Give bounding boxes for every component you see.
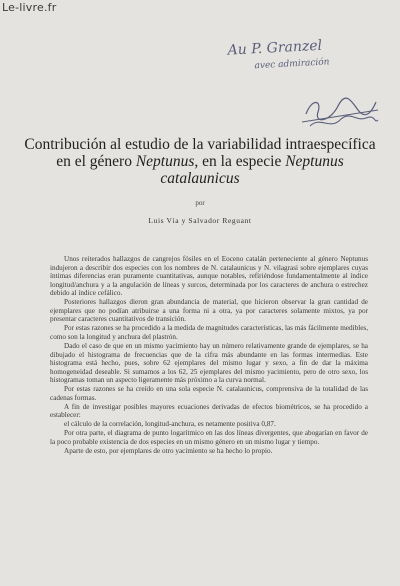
paragraph: Por estas razones se ha procedido a la medida de magnitudes características, las más fácilmente medibles, como son la longitud y anchura del plastrón. <box>50 324 368 341</box>
dedication-line-1: Au P. Granzel <box>227 37 323 59</box>
paragraph: Por estas razones se ha creído en una sola especie N. catalaunicus, comprensiva de la totalidad de las cadenas formas. <box>50 385 368 402</box>
paragraph: Aparte de esto, por ejemplares de otro yacimiento se ha hecho lo propio. <box>64 447 273 456</box>
dedication-line-2: avec admiración <box>254 57 330 72</box>
handwritten-signature <box>300 92 380 134</box>
article-title <box>20 136 380 187</box>
paragraph: Posteriores hallazgos dieron gran abundancia de material, que hicieron observar la gran cantidad de ejemplares que no podían atribuirse a una forma ni a otra, ya por caracteres solamente mixtos, ya por presentar caracteres cuantitativos de transición. <box>50 298 368 324</box>
paragraph: Dado el caso de que en un mismo yacimiento hay un número relativamente grande de ejemplares, se ha dibujado el histograma de frecuencias que de la cifra más abundante en las formas intermedias. Este histograma está hecho, pues, sobre 62 ejemplares del mismo lugar y sexo, a fin de dar la máxima homogeneidad deseable. Si sumamos a los 62, 25 ejemplares del mismo yacimiento, pero de otro sexo, los histogramas toman un aspecto ligeramente más próximo a la curva normal. <box>50 341 368 385</box>
title-part-1: Contribución al estudio de la variabilidad intraespecífica en el género <box>24 136 376 170</box>
handwritten-dedication <box>227 37 329 72</box>
paragraph: el cálculo de la correlación, longitud-anchura, es netamente positiva 0,87. <box>64 420 276 429</box>
title-species: Neptunus catalaunicus <box>160 153 344 187</box>
title-part-2: , en la especie <box>194 153 286 170</box>
byline-por: por <box>195 199 205 207</box>
title-genus: Neptunus <box>135 153 195 170</box>
authors: Luis Vía y Salvador Reguant <box>148 216 252 225</box>
watermark: Le-livre.fr <box>2 1 57 14</box>
article-body <box>50 255 368 456</box>
paragraph: Por otra parte, el diagrama de punto logarítmico en las dos líneas divergentes, que abogarían en favor de la poco probable existencia de dos especies en un mismo género en un mismo lugar y tiempo. <box>50 429 368 446</box>
paragraph: A fin de investigar posibles mayores ecuaciones derivadas de efectos biométricos, se ha procedido a establecer: <box>50 402 368 420</box>
paragraph: Unos reiterados hallazgos de cangrejos fósiles en el Eoceno catalán perteneciente al género Neptunus indujeron a describir dos especies con los nombres de N. catalaunicus y N. vilagrasi sobre ejemplares cuyas íntimas diferencias eran puramente cuantitativas, aunque notables, refiriéndose fundamentalmente al índice longitud/anchura y a la angulación de líneas y surcos, determinada por los caracteres de anchura o estrechez debido al índice cefálico. <box>50 255 368 298</box>
